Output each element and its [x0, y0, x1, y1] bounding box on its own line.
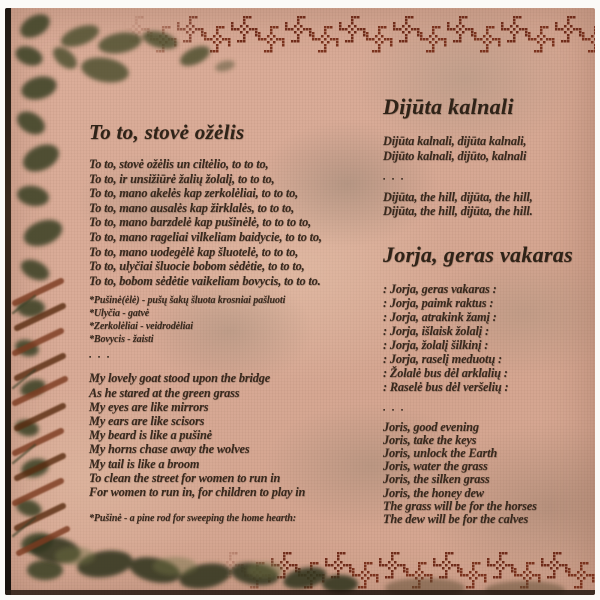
song-title: To to, stovė ožėlis: [89, 120, 245, 144]
separator: ▪ ▪ ▪: [383, 406, 406, 414]
verse-translation: [383, 190, 591, 218]
booklet-page: [5, 8, 595, 595]
verse-line: : Jorja, geras vakaras :: [383, 281, 497, 296]
song-title: Jorja, geras vakaras: [383, 241, 573, 267]
footnotes: [89, 294, 373, 346]
verse-line: To to, ir unsižiūrė žalių žolalį, to to to,: [89, 171, 275, 186]
verse-line: : Jorja, paimk raktus :: [383, 295, 494, 310]
separator: ▪ ▪ ▪: [89, 354, 112, 362]
verse-line: : Raselė bus dėl veršelių :: [383, 379, 509, 394]
verse-line: To to, mano barzdelė kap pušinėlė, to to to to,: [89, 215, 312, 230]
red-stitches-decoration: [13, 281, 67, 553]
verse-original: [89, 157, 373, 288]
verse-translation: [89, 371, 373, 499]
translation-line: Joris, take the keys: [383, 432, 477, 447]
footnote-line: *Pušinė(ėlė) - pušų šakų šluota krosniai pašluoti: [89, 295, 286, 307]
translation-line: Joris, the honey dew: [383, 485, 484, 500]
right-column: [383, 94, 591, 526]
translation-line: My ears are like scisors: [89, 413, 205, 428]
translation-line: My beard is like a pušinė: [89, 428, 212, 443]
footnote-line: *Ulyčia - gatvė: [89, 308, 150, 320]
scan-edge-bottom: [5, 590, 595, 595]
translation-line: My eyes are like mirrors: [89, 399, 209, 414]
verse-line: To to, stovė ožėlis un ciltėlio, to to to,: [89, 157, 269, 171]
verse-line: : Jorja, atrakink žamį :: [383, 309, 497, 324]
verse-line: Dijūta kalnali, dijūta kalnali,: [383, 134, 527, 148]
verse-original: [383, 282, 591, 394]
translation-line: The dew will be for the calves: [383, 512, 529, 527]
scan-edge-left: [5, 8, 11, 595]
verse-line: To to, bobom sėdėtie vaikeliam bovycis, to to to.: [89, 273, 321, 288]
translation-line: Dijūta, the hill, dijūta, the hill.: [383, 204, 533, 219]
verse-line: To to, mano uodegėlė kap šluotelė, to to to,: [89, 244, 299, 259]
cross-stitch-border-bottom: [217, 550, 595, 590]
translation-line: To clean the street for women to run in: [89, 470, 281, 485]
footnote-line: *Zerkolėliai - veidrodėliai: [89, 321, 193, 333]
verse-line: : Jorja, raselį meduotų :: [383, 351, 502, 366]
translation-line: As he stared at the green grass: [89, 385, 240, 400]
translation-line: Joris, good evening: [383, 419, 479, 434]
verse-line: : Jorja, žolalį šilkinį :: [383, 337, 489, 352]
song-section-jorja-geras-vakaras: [383, 242, 591, 527]
song-title: Dijūta kalnali: [383, 94, 514, 119]
translation-line: Dijūta, the hill, dijūta, the hill,: [383, 190, 533, 205]
translation-line: The grass will be for the horses: [383, 498, 537, 513]
song-section-dijuta-kalnali: [383, 94, 591, 219]
footnote-line: *Bovycis - žaisti: [89, 334, 154, 346]
translation-line: For women to run in, for children to play in: [89, 484, 306, 499]
verse-line: : Žolalė bus dėl arklalių :: [383, 365, 508, 380]
translation-line: Joris, the silken grass: [383, 472, 490, 487]
translation-line: Joris, water the grass: [383, 459, 488, 474]
translation-line: Joris, unlock the Earth: [383, 446, 498, 460]
verse-original: [383, 134, 591, 163]
separator: ▪ ▪ ▪: [383, 176, 406, 184]
translation-line: My lovely goat stood upon the bridge: [89, 371, 271, 386]
translation-line: My tail is like a broom: [89, 456, 200, 471]
verse-line: Dijūto kalnali, dijūto, kalnali: [383, 148, 527, 163]
translation-line: My horns chase away the wolves: [89, 442, 250, 457]
verse-translation: [383, 421, 591, 527]
verse-line: To to, mano rageliai vilkeliam baidycie, to to to,: [89, 229, 322, 244]
verse-line: To to, mano ausalės kap žirklalės, to to to,: [89, 200, 295, 215]
left-column: [89, 119, 373, 525]
song-section-to-to-stove-ozelis: [89, 119, 373, 525]
translation-footnote: *Pušinė - a pine rod for sweeping the home hearth:: [89, 513, 296, 525]
verse-line: : Jorja, išlaisk žolalį :: [383, 323, 489, 338]
verse-line: To to, ulyčiai šluocie bobom sėdėtie, to to to,: [89, 259, 305, 274]
cross-stitch-border-top: [123, 14, 595, 54]
left-plant-garland: [13, 9, 66, 580]
verse-line: To to, mano akelės kap zerkolėliai, to to to,: [89, 186, 299, 201]
